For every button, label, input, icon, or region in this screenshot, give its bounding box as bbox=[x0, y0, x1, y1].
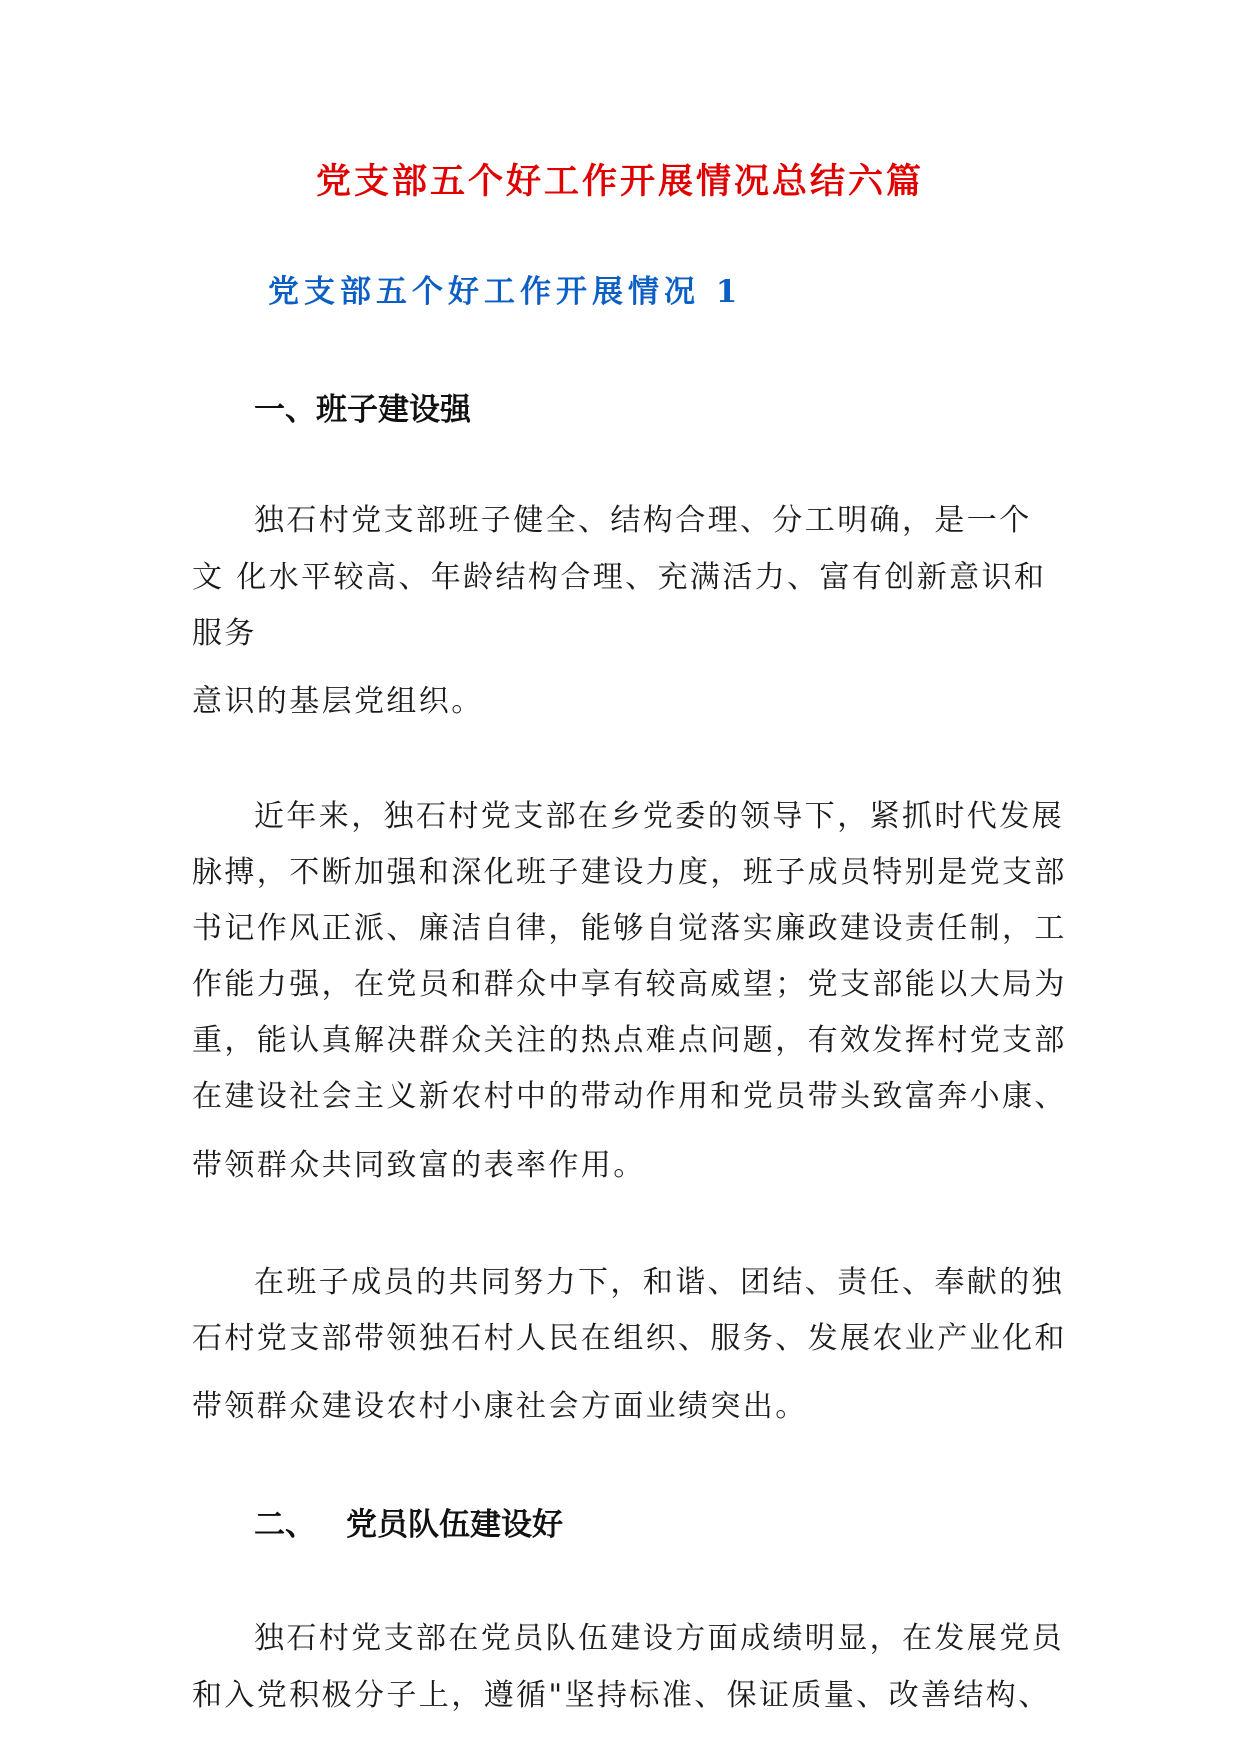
paragraph-line: 在建设社会主义新农村中的带动作用和党员带头致富奔小康、 bbox=[192, 1079, 1067, 1114]
paragraph-line: 带领群众共同致富的表率作用。 bbox=[192, 1148, 646, 1183]
paragraph-line: 带领群众建设农村小康社会方面业绩突出。 bbox=[192, 1389, 808, 1424]
paragraph-line: 作能力强，在党员和群众中享有较高威望；党支部能以大局为 bbox=[192, 967, 1067, 1002]
document-subtitle: 党支部五个好工作开展情况 1 bbox=[268, 274, 743, 310]
paragraph-line: 独石村党支部班子健全、结构合理、分工明确，是一个 bbox=[254, 503, 1032, 538]
section-number: 二、 bbox=[254, 1507, 316, 1543]
section-heading-1: 一、班子建设强 bbox=[254, 392, 471, 428]
paragraph-line: 重，能认真解决群众关注的热点难点问题，有效发挥村党支部 bbox=[192, 1023, 1067, 1058]
paragraph-line: 在班子成员的共同努力下，和谐、团结、责任、奉献的独 bbox=[254, 1265, 1064, 1300]
paragraph-line: 文 化水平较高、年龄结构合理、充满活力、富有创新意识和 bbox=[192, 560, 1047, 595]
section-heading-2 bbox=[254, 1503, 563, 1547]
paragraph-line: 书记作风正派、廉洁自律，能够自觉落实廉政建设责任制，工 bbox=[192, 911, 1067, 946]
paragraph-line: 意识的基层党组织。 bbox=[192, 684, 484, 719]
document-title: 党支部五个好工作开展情况总结六篇 bbox=[315, 161, 924, 202]
paragraph-line: 脉搏，不断加强和深化班子建设力度，班子成员特别是党支部 bbox=[192, 855, 1067, 890]
paragraph-line: 服务 bbox=[192, 616, 257, 651]
paragraph-line: 石村党支部带领独石村人民在组织、服务、发展农业产业化和 bbox=[192, 1321, 1067, 1356]
section-heading-text: 党员队伍建设好 bbox=[346, 1507, 563, 1543]
paragraph-line: 独石村党支部在党员队伍建设方面成绩明显，在发展党员 bbox=[254, 1621, 1064, 1656]
paragraph-line: 和入党积极分子上，遵循"坚持标准、保证质量、改善结构、 bbox=[192, 1678, 1051, 1713]
paragraph-line: 近年来，独石村党支部在乡党委的领导下，紧抓时代发展 bbox=[254, 799, 1064, 834]
